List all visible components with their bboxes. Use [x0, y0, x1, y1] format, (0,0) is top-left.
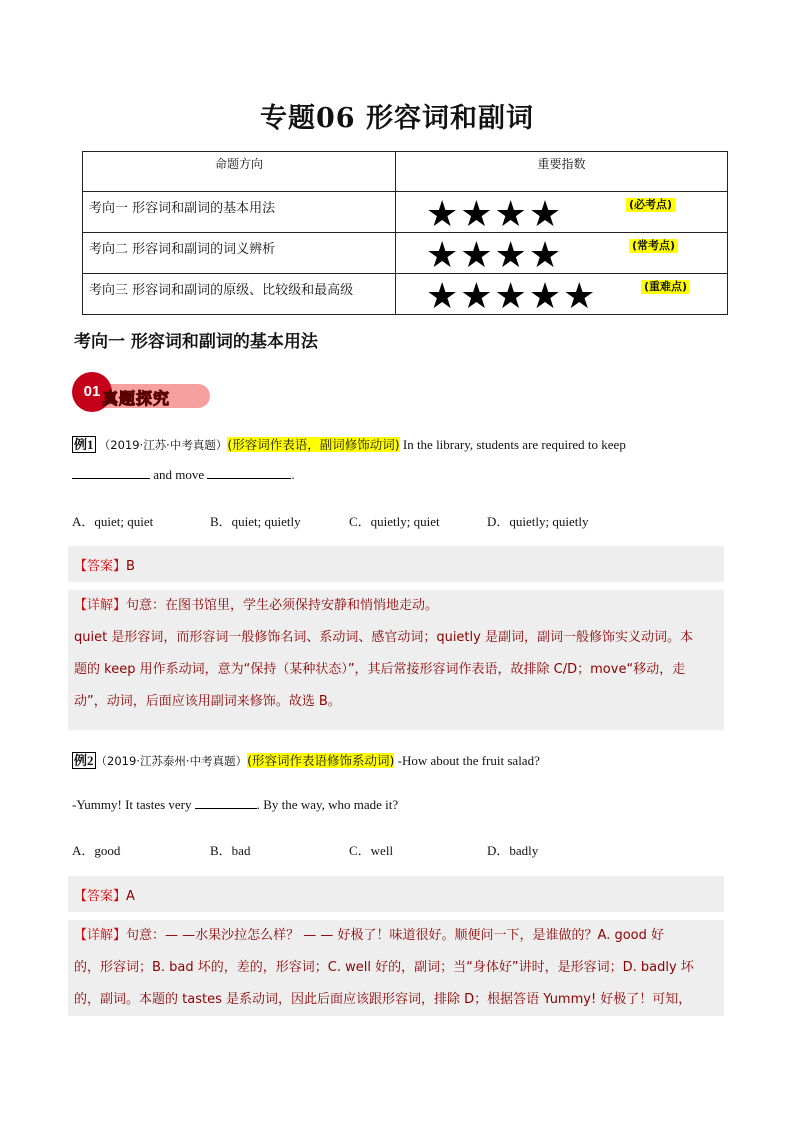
detail-line: 的，形容词；B. bad 坏的，差的，形容词；C. well 好的，副词；当“身体好”讲时，是形容词；D. badly 坏 [74, 960, 694, 975]
question-text: -Yummy! It tastes very [72, 797, 192, 812]
detail-line: 题的 keep 用作系动词，意为“保持（某种状态）”，其后常接形容词作表语，故排除 C/D；move“移动，走 [74, 662, 686, 677]
answer-value: A [126, 889, 135, 904]
detail-key: 【详解】 [74, 598, 127, 613]
answer-key: 【答案】 [74, 559, 127, 574]
table-row-topic: 考向一 形容词和副词的基本用法 [83, 192, 396, 233]
option-b: B．quiet; quietly [210, 514, 301, 529]
table-row [83, 233, 728, 274]
banner-number: 01 [72, 372, 112, 412]
option-d: D．quietly; quietly [487, 514, 589, 529]
detail-line: 句意：在图书馆里，学生必须保持安静和悄悄地走动。 [126, 598, 439, 613]
badge-key-difficulty: (重难点) [641, 280, 690, 294]
answer-blank [195, 796, 257, 809]
example-tag: 例1 [74, 437, 94, 452]
option-c: C．quietly; quiet [349, 514, 440, 529]
table-row-topic: 考向二 形容词和副词的词义辨析 [83, 233, 396, 274]
answer-value: B [126, 559, 135, 574]
table-row-topic: 考向三 形容词和副词的原级、比较级和最高级 [83, 274, 396, 315]
example-2-detail [74, 920, 724, 1016]
example-1-question-line2 [72, 466, 295, 483]
star-rating-icon: ★★★★ [426, 194, 564, 235]
question-text: -How about the fruit salad? [397, 753, 540, 768]
example-2-question [72, 750, 540, 769]
example-source: （2019·江苏·中考真题） [98, 438, 228, 452]
star-rating-icon: ★★★★ [426, 235, 564, 276]
question-text: and move [153, 467, 205, 482]
question-text: . By the way, who made it? [256, 797, 399, 812]
answer-key: 【答案】 [74, 889, 127, 904]
banner-label: 真题探究 [102, 389, 171, 408]
example-2-question-line2 [72, 796, 398, 813]
page-title: 专题06 形容词和副词 [260, 103, 534, 134]
table-row-importance [396, 274, 728, 315]
detail-line: 句意：— —水果沙拉怎么样？ — — 好极了！味道很好。顺便问一下，是谁做的？A. good 好 [126, 928, 665, 943]
badge-common-test: (常考点) [629, 239, 678, 253]
table-row [83, 192, 728, 233]
star-rating-icon: ★★★★★ [426, 276, 598, 317]
example-2-answer [74, 885, 135, 904]
importance-table [82, 151, 728, 315]
option-c: C．well [349, 843, 394, 858]
question-text: . [291, 467, 295, 482]
table-row [83, 274, 728, 315]
section-banner [72, 372, 212, 412]
detail-line: 动”，动词，后面应该用副词来修饰。故选 B。 [74, 694, 341, 709]
table-row-importance [396, 233, 728, 274]
example-tag: 例2 [74, 753, 94, 768]
detail-line: 的，副词。本题的 tastes 是系动词，因此后面应该跟形容词，排除 D；根据答语 Yummy! 好极了！可知， [74, 992, 692, 1007]
table-header-row [83, 152, 728, 192]
question-text: In the library, students are required to keep [402, 437, 626, 452]
option-a: A．good [72, 843, 121, 858]
option-d: D．badly [487, 843, 539, 858]
example-1-detail [74, 590, 724, 718]
option-b: B．bad [210, 843, 251, 858]
answer-box [68, 876, 724, 912]
example-1-answer [74, 555, 135, 574]
answer-blank [207, 466, 291, 479]
grammar-hint: (形容词作表语修饰系动词) [247, 753, 395, 768]
detail-line: quiet 是形容词，而形容词一般修饰名词、系动词、感官动词；quietly 是副词，副词一般修饰实义动词。本 [74, 630, 693, 645]
detail-key: 【详解】 [74, 928, 127, 943]
table-header-topic: 命题方向 [83, 152, 396, 192]
answer-box [68, 546, 724, 582]
example-1-question [72, 434, 626, 453]
option-a: A．quiet; quiet [72, 514, 154, 529]
section-heading: 考向一 形容词和副词的基本用法 [74, 332, 318, 352]
answer-blank [72, 466, 150, 479]
table-header-importance: 重要指数 [396, 152, 728, 192]
table-row-importance [396, 192, 728, 233]
grammar-hint: (形容词作表语，副词修饰动词) [227, 437, 400, 452]
badge-must-test: (必考点) [626, 198, 675, 212]
example-source: （2019·江苏泰州·中考真题） [95, 754, 248, 768]
